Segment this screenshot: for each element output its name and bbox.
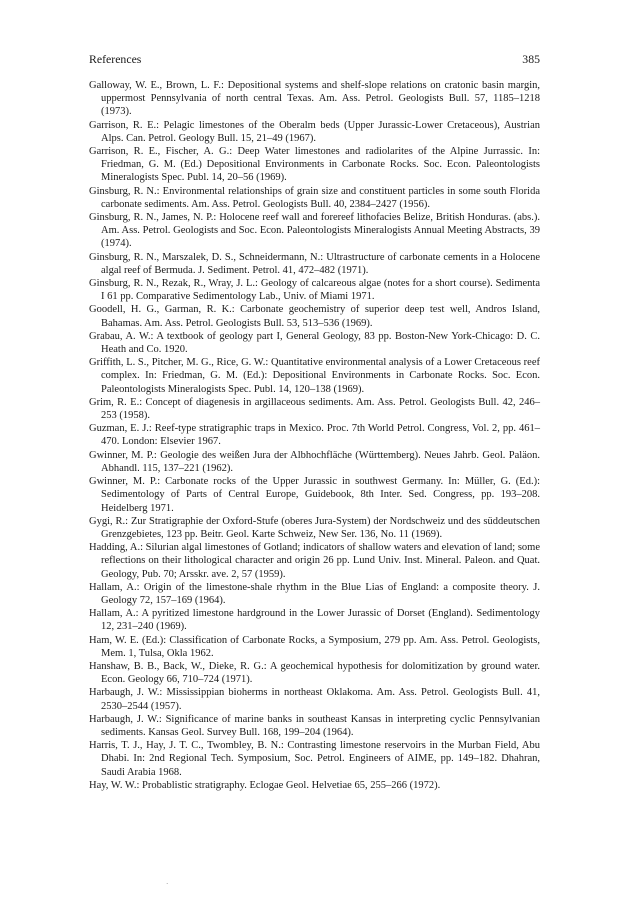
reference-entry: Harbaugh, J. W.: Significance of marine banks in southeast Kansas in interpreting cyclic Pennsylvanian sediments. Kansas Geol. Survey Bull. 168, 199–204 (1964). [89, 713, 540, 738]
reference-entry: Garrison, R. E., Fischer, A. G.: Deep Water limestones and radiolarites of the Alpine Jurrassic. In: Friedman, G. M. (Ed.) Depositional Environments in Carbonate Rocks. Soc. Econ. Paleontologists Mineralogists Spec. Publ. 14, 20–56 (1969). [89, 146, 540, 184]
reference-entry: Ginsburg, R. N., James, N. P.: Holocene reef wall and forereef lithofacies Belize, British Honduras. (abs.). Am. Ass. Petrol. Geologists and Soc. Econ. Paleontologists Mineralogists Annual Meeting Abstracts, 39 (1974). [89, 212, 540, 250]
reference-entry: Ginsburg, R. N.: Environmental relationships of grain size and constituent particles in some south Florida carbonate sediments. Am. Ass. Petrol. Geologists Bull. 40, 2384–2427 (1956). [89, 185, 540, 210]
reference-entry: Grim, R. E.: Concept of diagenesis in argillaceous sediments. Am. Ass. Petrol. Geologists Bull. 42, 246–253 (1958). [89, 396, 540, 422]
reference-entry: Ginsburg, R. N., Marszalek, D. S., Schneidermann, N.: Ultrastructure of carbonate cements in a Holocene algal reef of Bermuda. J. Sediment. Petrol. 41, 472–482 (1971). [89, 251, 540, 276]
reference-entry: Grabau, A. W.: A textbook of geology part I, General Geology, 83 pp. Boston-New York-Chicago: D. C. Heath and Co. 1920. [89, 330, 540, 356]
reference-entry: Harbaugh, J. W.: Mississippian bioherms in northeast Oklakoma. Am. Ass. Petrol. Geologists Bull. 41, 2530–2544 (1957). [89, 687, 540, 712]
reference-entry: Garrison, R. E.: Pelagic limestones of the Oberalm beds (Upper Jurassic-Lower Cretaceous), Austrian Alps. Can. Petrol. Geology Bull. 15, 21–49 (1967). [89, 119, 540, 144]
reference-entry: Ham, W. E. (Ed.): Classification of Carbonate Rocks, a Symposium, 279 pp. Am. Ass. Petrol. Geologists, Mem. 1, Tulsa, Okla 1962. [89, 634, 540, 659]
running-header [89, 52, 540, 67]
reference-entry: Galloway, W. E., Brown, L. F.: Depositional systems and shelf-slope relations on cratonic basin margin, uppermost Pennsylvania of north central Texas. Am. Ass. Petrol. Geologists Bull. 57, 1185–1218 (1973). [89, 80, 540, 118]
page-number: 385 [522, 52, 540, 66]
reference-entry: Harris, T. J., Hay, J. T. C., Twombley, B. N.: Contrasting limestone reservoirs in the Murban Field, Abu Dhabi. In: 2nd Regional Tech. Symposium, Soc. Petrol. Engineers of AIME, pp. 149–182. Dhahran, Saudi Arabia 1968. [89, 740, 540, 778]
reference-entry: Gygi, R.: Zur Stratigraphie der Oxford-Stufe (oberes Jura-System) der Nordschweiz und des süddeutschen Grenzgebietes, 123 pp. Beitr. Geol. Karte Schweiz, New Ser. 136, No. 11 (1969). [89, 515, 540, 540]
reference-entry: Ginsburg, R. N., Rezak, R., Wray, J. L.: Geology of calcareous algae (notes for a short course). Sedimenta I 61 pp. Comparative Sedimentology Lab., Univ. of Miami 1971. [89, 278, 540, 303]
reference-entry: Hallam, A.: Origin of the limestone-shale rhythm in the Blue Lias of England: a composite theory. J. Geology 72, 157–169 (1964). [89, 581, 540, 606]
reference-entry: Hallam, A.: A pyritized limestone hardground in the Lower Jurassic of Dorset (England). Sedimentology 12, 231–240 (1969). [89, 608, 540, 633]
reference-entry: Hadding, A.: Silurian algal limestones of Gotland; indicators of shallow waters and elevation of land; some reflections on their lithological character and origin 26 pp. Lund Univ. Inst. Mineral. Paleon. and Quat. Geology, Pub. 70; Arsskr. ave. 2, 57 (1959). [89, 542, 540, 580]
reference-entry: Griffith, L. S., Pitcher, M. G., Rice, G. W.: Quantitative environmental analysis of a Lower Cretaceous reef complex. In: Friedman, G. M. (Ed.): Depositional Environments in Carbonate Rocks. Soc. Econ. Paleontologists Mineralogists Spec. Publ. 14, 120–138 (1969). [89, 357, 540, 395]
reference-list [89, 79, 540, 792]
reference-entry: Goodell, H. G., Garman, R. K.: Carbonate geochemistry of superior deep test well, Andros Island, Bahamas. Am. Ass. Petrol. Geologists Bull. 53, 513–536 (1969). [89, 304, 540, 329]
reference-entry: Gwinner, M. P.: Geologie des weißen Jura der Albhochfläche (Württemberg). Neues Jahrb. Geol. Paläon. Abhandl. 115, 137–221 (1962). [89, 449, 540, 474]
reference-entry: Hanshaw, B. B., Back, W., Dieke, R. G.: A geochemical hypothesis for dolomitization by ground water. Econ. Geology 66, 710–724 (1971). [89, 660, 540, 686]
reference-entry: Guzman, E. J.: Reef-type stratigraphic traps in Mexico. Proc. 7th World Petrol. Congress, Vol. 2, pp. 461–470. London: Elsevier 1967. [89, 423, 540, 448]
reference-entry: Gwinner, M. P.: Carbonate rocks of the Upper Jurassic in southwest Germany. In: Müller, G. (Ed.): Sedimentology of Parts of Central Europe, Guidebook, 8th Inter. Sed. Congress, pp. 193–208. Heidelberg 1971. [89, 476, 540, 514]
running-header-title: References [89, 52, 142, 66]
stray-mark: · [166, 880, 169, 888]
reference-entry: Hay, W. W.: Probablistic stratigraphy. Eclogae Geol. Helvetiae 65, 255–266 (1972). [89, 779, 441, 791]
